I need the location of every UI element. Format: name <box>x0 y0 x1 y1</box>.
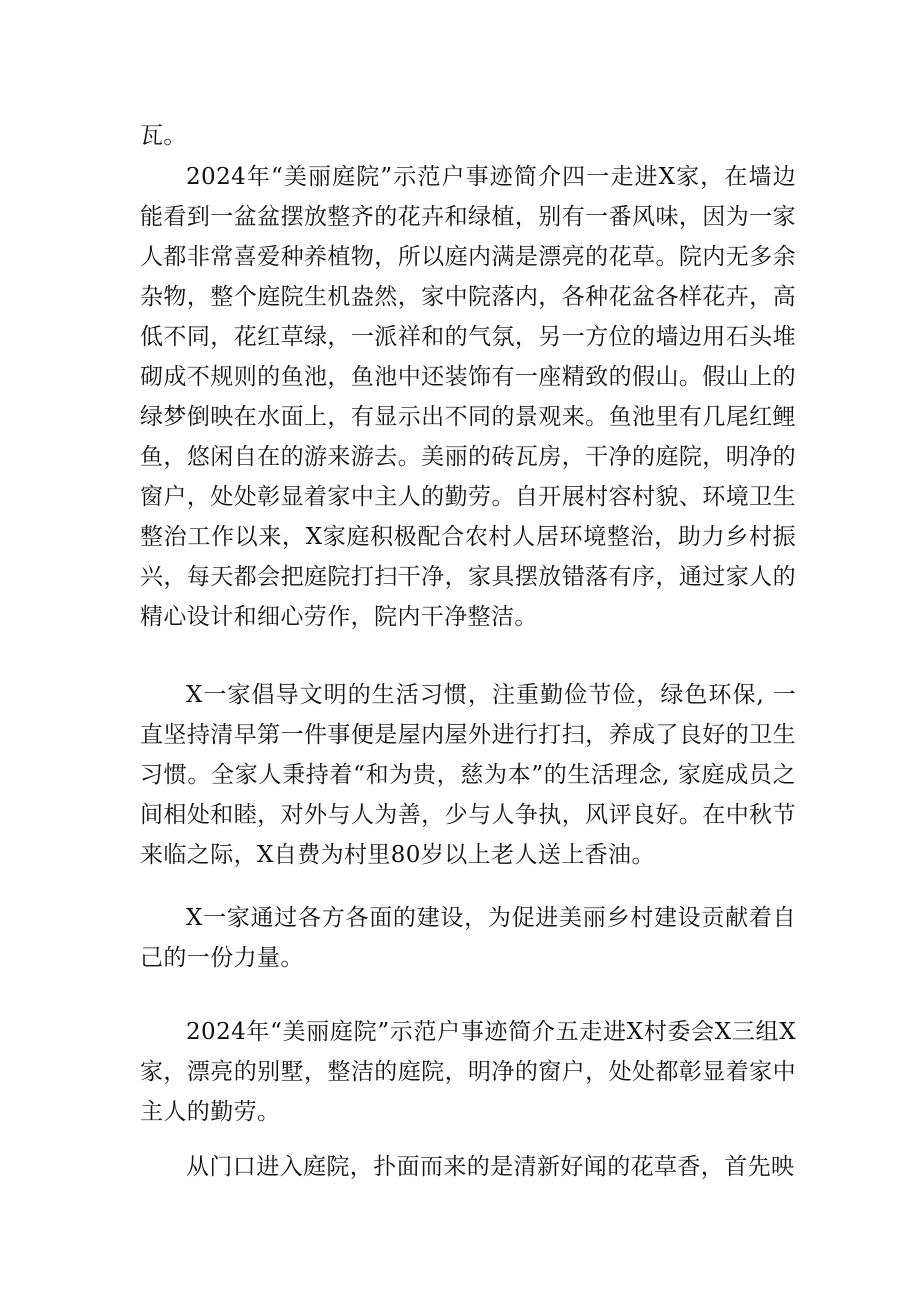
paragraph-fragment: 瓦。 <box>140 123 187 149</box>
paragraph-intro-five: 2024年“美丽庭院”示范户事迹简介五走进X村委会X三组X家，漂亮的别墅，整洁的庭院，明净的窗户，处处都彰显着家中主人的勤劳。 <box>140 1019 796 1125</box>
paragraph-civilized-habits: X一家倡导文明的生活习惯，注重勤俭节俭，绿色环保, 一直坚持清早第一件事便是屋内屋外进行打扫，养成了良好的卫生习惯。全家人秉持着“和为贵，慈为本”的生活理念, 家庭成员之间相处和睦，对外与人为善，少与人争执，风评良好。在中秋节来临之际，X自费为村里80岁以上老人送上香油。 <box>140 682 796 868</box>
paragraph-intro-four: 2024年“美丽庭院”示范户事迹简介四一走进X家，在墙边能看到一盆盆摆放整齐的花卉和绿植，别有一番风味，因为一家人都非常喜爱种养植物，所以庭内满是漂亮的花草。院内无多余杂物，整个庭院生机盎然，家中院落内，各种花盆各样花卉，高低不同，花红草绿，一派祥和的气氛，另一方位的墙边用石头堆砌成不规则的鱼池，鱼池中还装饰有一座精致的假山。假山上的绿梦倒映在水面上，有显示出不同的景观来。鱼池里有几尾红鲤鱼，悠闲自在的游来游去。美丽的砖瓦房，干净的庭院，明净的窗户，处处彰显着家中主人的勤劳。自开展村容村貌、环境卫生整治工作以来，X家庭积极配合农村人居环境整治，助力乡村振兴，每天都会把庭院打扫干净，家具摆放错落有序，通过家人的精心设计和细心劳作，院内干净整洁。 <box>140 164 796 630</box>
paragraph-contribution: X一家通过各方各面的建设，为促进美丽乡村建设贡献着自己的一份力量。 <box>140 905 796 971</box>
paragraph-entrance: 从门口进入庭院，扑面而来的是清新好闻的花草香，首先映 <box>186 1154 795 1180</box>
